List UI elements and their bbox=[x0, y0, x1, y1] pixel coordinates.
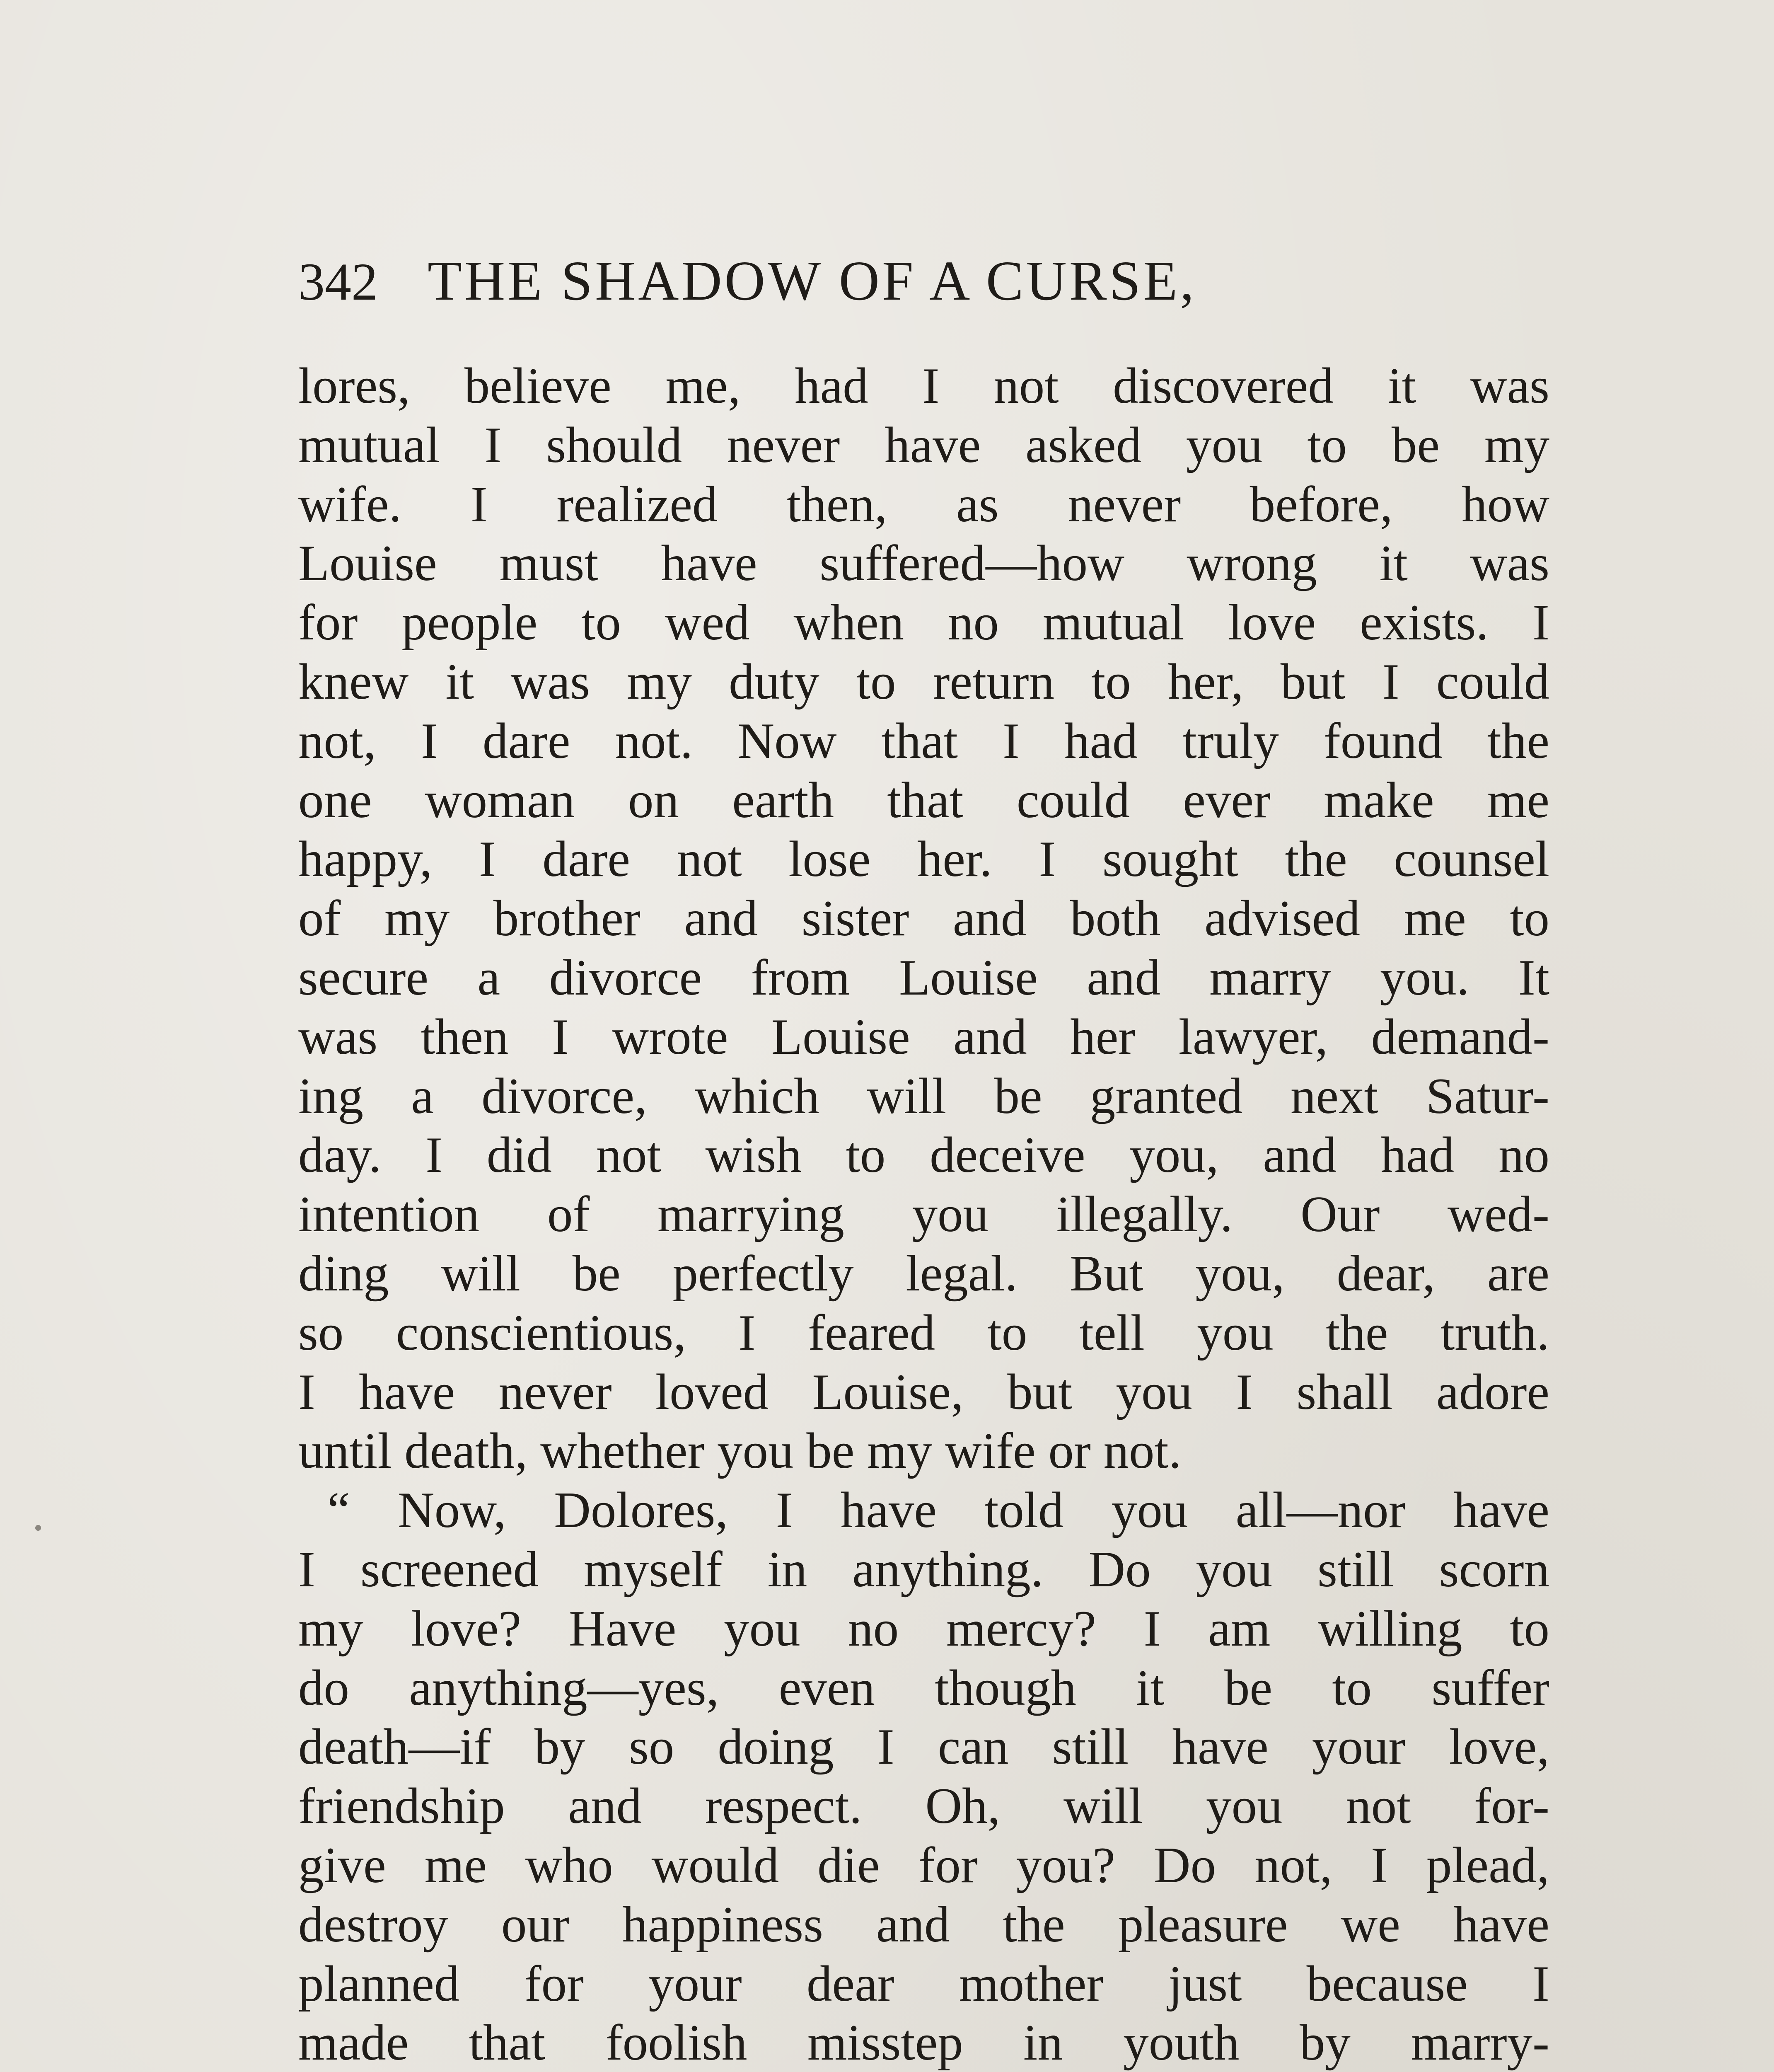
text-line: for people to wed when no mutual love exists. I bbox=[298, 594, 1549, 651]
text-line: of my brother and sister and both advised me to bbox=[298, 890, 1549, 947]
page-header bbox=[298, 249, 1500, 323]
text-line: happy, I dare not lose her. I sought the counsel bbox=[298, 830, 1549, 888]
text-line: planned for your dear mother just because I bbox=[298, 1955, 1549, 2012]
text-line: I screened myself in anything. Do you still scorn bbox=[298, 1540, 1549, 1598]
text-line: was then I wrote Louise and her lawyer, demand- bbox=[298, 1008, 1549, 1065]
text-line: ing a divorce, which will be granted next Satur- bbox=[298, 1067, 1549, 1124]
text-line: I have never loved Louise, but you I shall adore bbox=[298, 1363, 1549, 1420]
text-line: day. I did not wish to deceive you, and had no bbox=[298, 1126, 1549, 1184]
text-line: until death, whether you be my wife or not. bbox=[298, 1422, 1182, 1479]
page-number: 342 bbox=[298, 252, 378, 311]
text-line: “ Now, Dolores, I have told you all—nor have bbox=[327, 1481, 1549, 1539]
text-line: wife. I realized then, as never before, how bbox=[298, 475, 1549, 533]
text-line: not, I dare not. Now that I had truly found the bbox=[298, 712, 1549, 769]
text-line: secure a divorce from Louise and marry you. It bbox=[298, 949, 1549, 1006]
running-head: THE SHADOW OF A CURSE, bbox=[428, 250, 1197, 312]
text-line: do anything—yes, even though it be to suffer bbox=[298, 1659, 1549, 1716]
text-line: Louise must have suffered—how wrong it was bbox=[298, 535, 1549, 592]
text-line: destroy our happiness and the pleasure we have bbox=[298, 1895, 1549, 1953]
text-line: one woman on earth that could ever make me bbox=[298, 771, 1549, 828]
text-line: so conscientious, I feared to tell you the truth. bbox=[298, 1304, 1549, 1361]
text-line: death—if by so doing I can still have your love, bbox=[298, 1718, 1549, 1775]
text-line: lores, believe me, had I not discovered it was bbox=[298, 357, 1549, 414]
text-line: give me who would die for you? Do not, I plead, bbox=[298, 1836, 1549, 1893]
text-line: made that foolish misstep in youth by marry- bbox=[298, 2014, 1549, 2071]
text-line: my love? Have you no mercy? I am willing to bbox=[298, 1600, 1549, 1657]
body-text bbox=[298, 356, 1549, 2072]
text-line: knew it was my duty to return to her, but I could bbox=[298, 653, 1549, 710]
text-line: mutual I should never have asked you to be my bbox=[298, 416, 1549, 473]
paper-speck bbox=[35, 1525, 41, 1531]
text-line: friendship and respect. Oh, will you not for- bbox=[298, 1777, 1549, 1835]
text-line: intention of marrying you illegally. Our wed- bbox=[298, 1186, 1549, 1243]
text-line: ding will be perfectly legal. But you, dear, are bbox=[298, 1244, 1549, 1302]
